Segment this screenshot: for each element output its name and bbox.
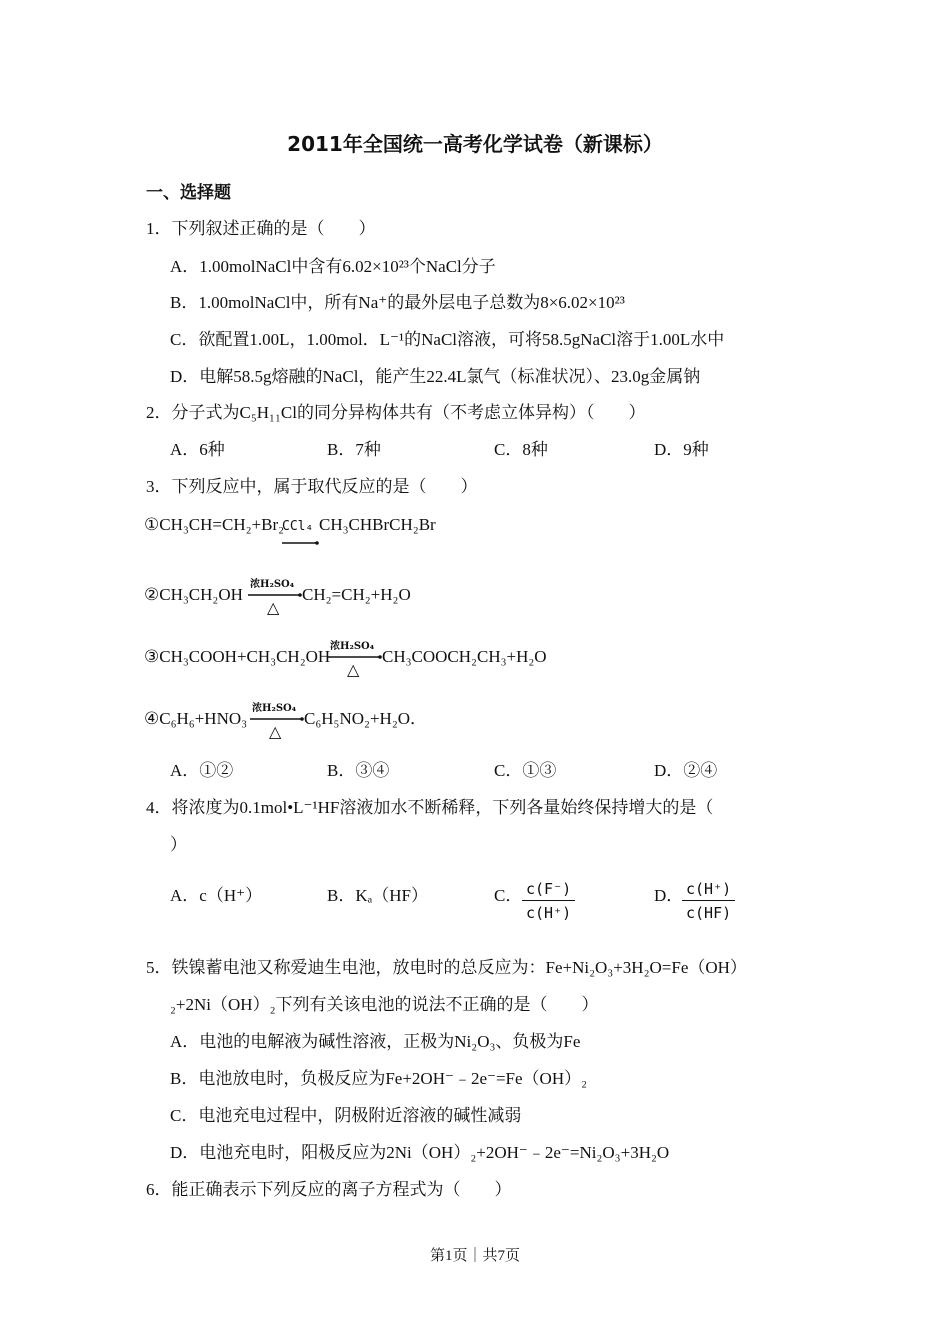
reaction-4-condition-bottom: △	[269, 722, 282, 741]
q4-option-c-denominator: c(H⁺)	[526, 904, 572, 922]
q5-option-d: D．电池充电时，阳极反应为2Ni（OH）₂+2OH⁻﹣2e⁻=Ni₂O₃+3H₂O	[170, 1143, 670, 1162]
page-title: 2011年全国统一高考化学试卷（新课标）	[287, 132, 663, 156]
reaction-4-products: C₆H₅NO₂+H₂O．	[304, 709, 428, 728]
reaction-4-condition-top: 浓H₂SO₄	[252, 703, 297, 714]
q1-option-b: B．1.00molNaCl中，所有Na⁺的最外层电子总数为8×6.02×10²³	[170, 293, 625, 312]
reaction-2-products: CH₂=CH₂+H₂O	[302, 585, 411, 604]
q4-stem: 4．将浓度为0.1mol•L⁻¹HF溶液加水不断稀释，下列各量始终保持增大的是（	[146, 798, 714, 817]
q1-option-d: D．电解58.5g熔融的NaCl，能产生22.4L氯气（标准状况）、23.0g金属钠	[170, 367, 701, 386]
q5-option-b: B．电池放电时，负极反应为Fe+2OH⁻﹣2e⁻=Fe（OH）₂	[170, 1069, 588, 1088]
reaction-2-condition-top: 浓H₂SO₄	[250, 579, 295, 590]
q4-option-c-fraction	[522, 880, 575, 922]
q4-option-d-denominator: c(HF)	[686, 904, 732, 922]
q5-stem: 5．铁镍蓄电池又称爱迪生电池，放电时的总反应为：Fe+Ni₂O₃+3H₂O=Fe（OH）	[146, 958, 747, 977]
page-footer: 第1页｜共7页	[429, 1248, 520, 1264]
q4-option-d-fraction	[682, 880, 735, 922]
q4-stem-continued: ）	[170, 835, 187, 854]
reaction-arrow-2	[246, 575, 304, 617]
q4-option-c-numerator: c(F⁻)	[522, 880, 575, 901]
reaction-3-condition-bottom: △	[347, 660, 360, 679]
q1-option-a: A．1.00molNaCl中含有6.02×10²³个NaCl分子	[170, 257, 496, 276]
q5-option-a: A．电池的电解液为碱性溶液，正极为Ni₂O₃、负极为Fe	[170, 1032, 581, 1051]
q5-option-c: C．电池充电过程中，阴极附近溶液的碱性减弱	[170, 1106, 522, 1125]
q1-option-c: C．欲配置1.00L，1.00mol．L⁻¹的NaCl溶液，可将58.5gNaCl溶于1.00L水中	[170, 330, 725, 349]
reaction-arrow-4	[248, 699, 306, 741]
reaction-3-condition-top: 浓H₂SO₄	[330, 641, 375, 652]
q3-option-d: D．②④	[654, 761, 718, 780]
q4-option-c-label: C．	[494, 886, 523, 905]
q2-stem: 2．分子式为C₅H₁₁Cl的同分异构体共有（不考虑立体异构）（ ）	[146, 403, 646, 422]
q2-option-d: D．9种	[654, 440, 709, 459]
reaction-1-reactants: ①CH₃CH=CH₂+Br₂	[144, 515, 285, 534]
q1-stem: 1．下列叙述正确的是（ ）	[146, 219, 376, 238]
q3-stem: 3．下列反应中，属于取代反应的是（ ）	[146, 477, 478, 496]
reaction-arrow-1	[280, 514, 322, 550]
reaction-1-condition: CCl₄	[282, 519, 314, 534]
q6-stem: 6．能正确表示下列反应的离子方程式为（ ）	[146, 1180, 512, 1199]
reaction-arrow-3	[326, 637, 384, 679]
reaction-4-reactants: ④C₆H₆+HNO₃	[144, 709, 248, 728]
q4-option-d-numerator: c(H⁺)	[682, 880, 735, 901]
reaction-3-products: CH₃COOCH₂CH₃+H₂O	[382, 647, 547, 666]
q3-option-c: C．①③	[494, 761, 557, 780]
q3-option-a: A．①②	[170, 761, 234, 780]
q2-option-a: A．6种	[170, 440, 225, 459]
q4-option-a: A．c（H⁺）	[170, 886, 263, 905]
reaction-3-reactants: ③CH₃COOH+CH₃CH₂OH	[144, 647, 331, 666]
q4-option-b: B．Kₐ（HF）	[327, 886, 428, 905]
q5-stem-continued: ₂+2Ni（OH）₂下列有关该电池的说法不正确的是（ ）	[170, 995, 599, 1014]
q3-option-b: B．③④	[327, 761, 390, 780]
q2-option-b: B．7种	[327, 440, 381, 459]
reaction-2-condition-bottom: △	[267, 598, 280, 617]
reaction-2-reactants: ②CH₃CH₂OH	[144, 585, 243, 604]
reaction-1-products: CH₃CHBrCH₂Br	[319, 515, 436, 534]
q2-option-c: C．8种	[494, 440, 548, 459]
section-heading: 一、选择题	[146, 183, 231, 203]
q4-option-d-label: D．	[654, 886, 684, 905]
